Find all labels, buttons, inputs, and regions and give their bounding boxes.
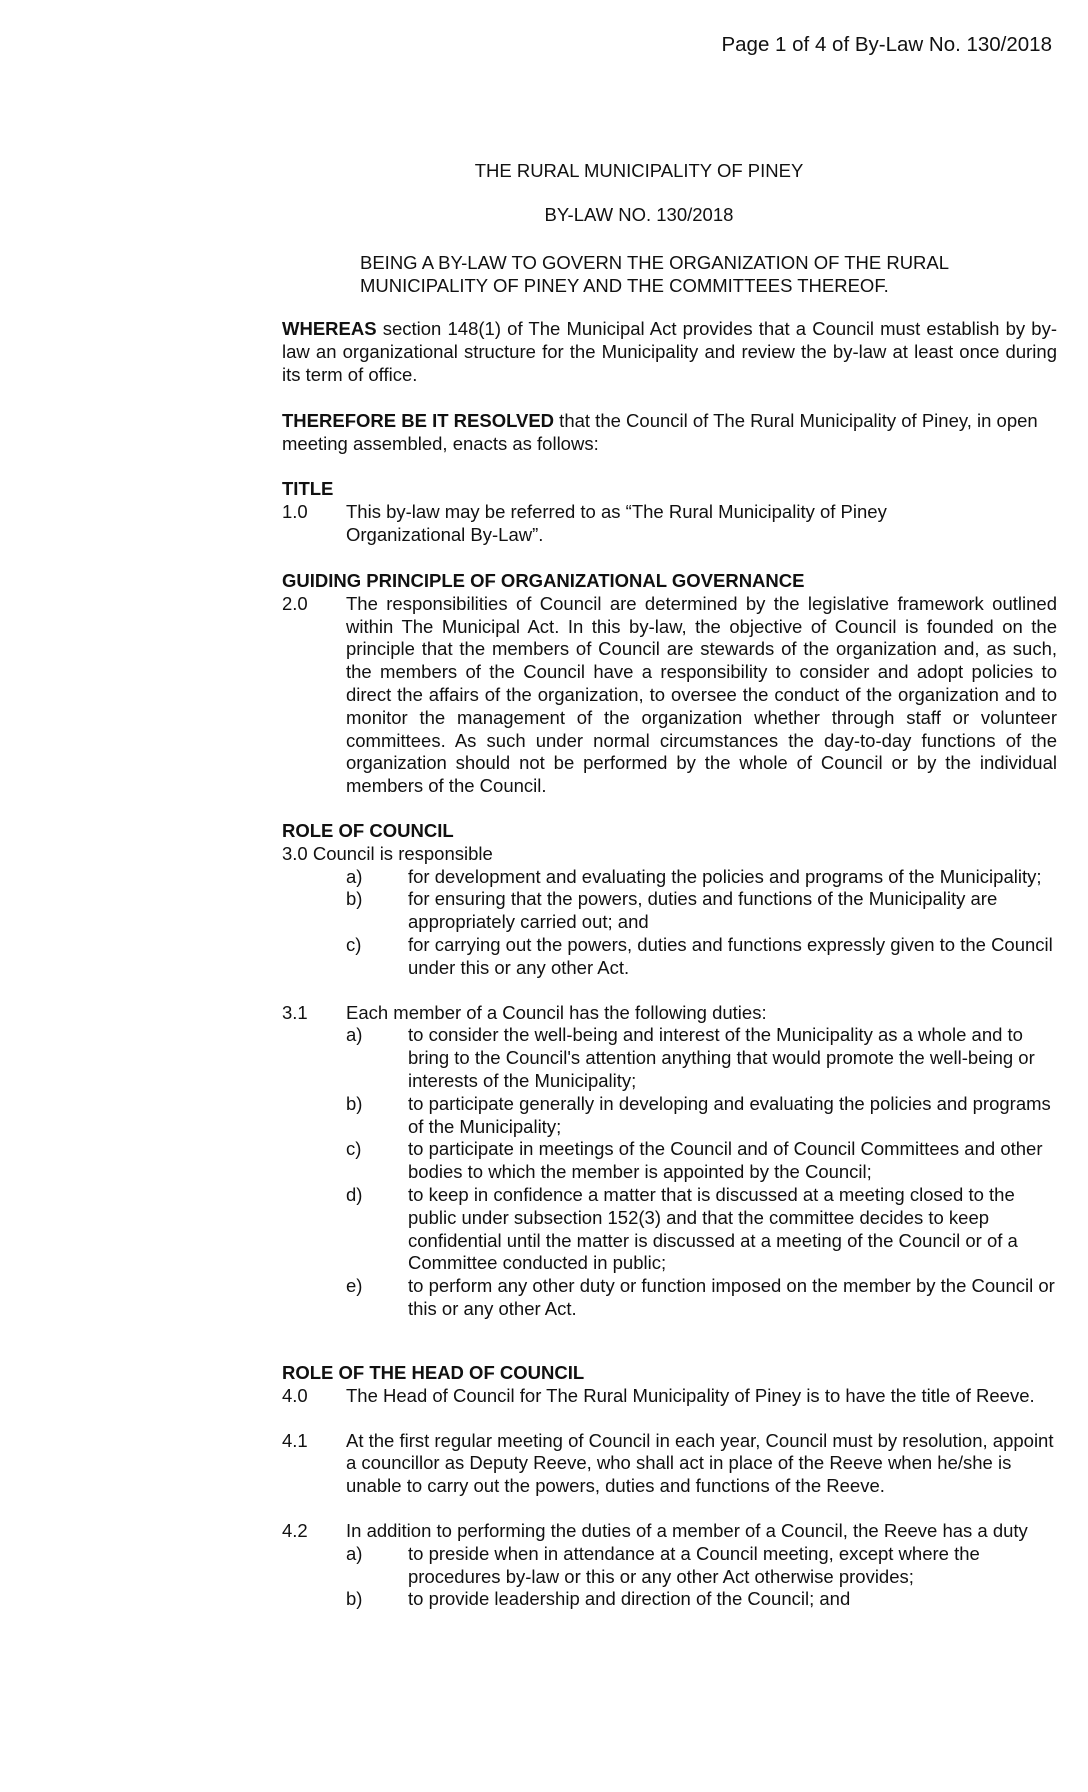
clause-text: The responsibilities of Council are determined by the legislative framework outlined within The Municipal Act. In this by-law, the objective of Council is founded on the principle that the members of Council are stewards of the organization and, as such, the members of the Council have a responsibility to consider and adopt policies to direct the affairs of the organization, to oversee the conduct of the organization and to monitor the management of the organization whether through staff or volunteer committees. As such under normal circumstances the day-to-day functions of the organization should not be performed by the whole of Council or by the individual members of the Council. bbox=[346, 592, 1057, 797]
list-item bbox=[282, 1093, 1057, 1139]
clause-text: The Head of Council for The Rural Municipality of Piney is to have the title of Reeve. bbox=[346, 1384, 1035, 1406]
clause-text: In addition to performing the duties of a member of a Council, the Reeve has a duty bbox=[346, 1519, 1028, 1541]
title-bylaw-number: BY-LAW NO. 130/2018 bbox=[544, 204, 734, 225]
list-item bbox=[282, 888, 1057, 934]
list-item-label: c) bbox=[346, 1138, 362, 1160]
list-item-label: c) bbox=[346, 933, 362, 955]
list-item-text: to provide leadership and direction of the Council; and bbox=[408, 1588, 851, 1610]
list-item bbox=[282, 866, 1057, 889]
clause-number: 1.0 bbox=[282, 500, 308, 522]
list-item-label: d) bbox=[346, 1183, 363, 1205]
list-item bbox=[282, 1184, 1057, 1275]
list-item-text: for development and evaluating the policies and programs of the Municipality; bbox=[408, 865, 1042, 887]
clause-2-0 bbox=[282, 593, 1057, 798]
list-item-text: to participate generally in developing and evaluating the policies and programs of the Municipality; bbox=[408, 1092, 1051, 1137]
clause-number: 4.1 bbox=[282, 1429, 308, 1451]
list-item bbox=[282, 934, 1057, 980]
section-title bbox=[282, 478, 1057, 546]
section-heading: ROLE OF COUNCIL bbox=[282, 820, 454, 841]
list-item-text: to keep in confidence a matter that is discussed at a meeting closed to the public under subsection 152(3) and that the committee decides to keep confidential until the matter is discussed at a meeting of the Council or of a Committee conducted in public; bbox=[408, 1183, 1018, 1274]
list-item-text: to participate in meetings of the Council and of Council Committees and other bodies to which the member is appointed by the Council; bbox=[408, 1138, 1043, 1183]
section-role-of-council bbox=[282, 820, 1057, 1321]
list-item bbox=[282, 1543, 1057, 1589]
therefore-text: that the Council of The Rural Municipality of Piney, in open meeting assembled, enacts as follows: bbox=[282, 410, 1038, 454]
list-item bbox=[282, 1138, 1057, 1184]
clause-text: At the first regular meeting of Council in each year, Council must by resolution, appoint a councillor as Deputy Reeve, who shall act in place of the Reeve when he/she is unable to carry out the powers, duties and functions of the Reeve. bbox=[346, 1429, 1054, 1497]
list-item-label: e) bbox=[346, 1275, 363, 1297]
clause-number: 3.1 bbox=[282, 1001, 308, 1023]
whereas-paragraph bbox=[282, 318, 1057, 386]
list-item-text: for carrying out the powers, duties and functions expressly given to the Council under this or any other Act. bbox=[408, 933, 1053, 978]
clause-4-2 bbox=[282, 1520, 1057, 1543]
list-item-label: a) bbox=[346, 1542, 363, 1564]
clause-4-1 bbox=[282, 1430, 1057, 1498]
list-item bbox=[282, 1275, 1057, 1321]
clause-number: 4.0 bbox=[282, 1384, 308, 1406]
whereas-lead: WHEREAS bbox=[282, 318, 377, 339]
list-item-text: to preside when in attendance at a Council meeting, except where the procedures by-law or this or any other Act otherwise provides; bbox=[408, 1542, 980, 1587]
list-item-label: b) bbox=[346, 1588, 363, 1610]
list-item-label: b) bbox=[346, 1092, 363, 1114]
section-heading: ROLE OF THE HEAD OF COUNCIL bbox=[282, 1362, 585, 1383]
list-item-label: a) bbox=[346, 1024, 363, 1046]
section-heading: TITLE bbox=[282, 478, 334, 499]
list-item-label: a) bbox=[346, 865, 363, 887]
therefore-lead: THEREFORE BE IT RESOLVED bbox=[282, 410, 555, 431]
section-heading: GUIDING PRINCIPLE OF ORGANIZATIONAL GOVERNANCE bbox=[282, 570, 805, 591]
clause-4-0 bbox=[282, 1385, 1057, 1408]
clause-1-0 bbox=[282, 501, 1057, 547]
list-item-text: to perform any other duty or function imposed on the member by the Council or this or any other Act. bbox=[408, 1275, 1055, 1319]
clause-3-1 bbox=[282, 1002, 1057, 1025]
list-item-label: b) bbox=[346, 888, 363, 910]
clause-number: 2.0 bbox=[282, 592, 308, 614]
list-item bbox=[282, 1024, 1057, 1092]
list-item bbox=[282, 1588, 1057, 1611]
section-guiding-principle bbox=[282, 570, 1057, 798]
list-item-text: for ensuring that the powers, duties and functions of the Municipality are appropriately carried out; and bbox=[408, 888, 998, 933]
clause-number: 4.2 bbox=[282, 1519, 308, 1541]
title-municipality: THE RURAL MUNICIPALITY OF PINEY bbox=[474, 160, 804, 181]
clause-text: Each member of a Council has the following duties: bbox=[346, 1001, 767, 1023]
page-header: Page 1 of 4 of By-Law No. 130/2018 bbox=[721, 33, 1052, 56]
clause-text: This by-law may be referred to as “The Rural Municipality of Piney Organizational By-Law”. bbox=[346, 500, 887, 545]
whereas-text: section 148(1) of The Municipal Act provides that a Council must establish by by-law an organizational structure for the Municipality and review the by-law at least once during its term of office. bbox=[282, 318, 1057, 385]
section-role-of-head-of-council bbox=[282, 1362, 1057, 1611]
title-purpose: BEING A BY-LAW TO GOVERN THE ORGANIZATION OF THE RURAL MUNICIPALITY OF PINEY AND THE COMMITTEES THEREOF. bbox=[360, 252, 949, 296]
therefore-paragraph bbox=[282, 410, 1057, 456]
clause-3-0-intro: 3.0 Council is responsible bbox=[282, 842, 493, 864]
list-item-text: to consider the well-being and interest of the Municipality as a whole and to bring to the Council's attention anything that would promote the well-being or interests of the Municipality; bbox=[408, 1024, 1035, 1091]
